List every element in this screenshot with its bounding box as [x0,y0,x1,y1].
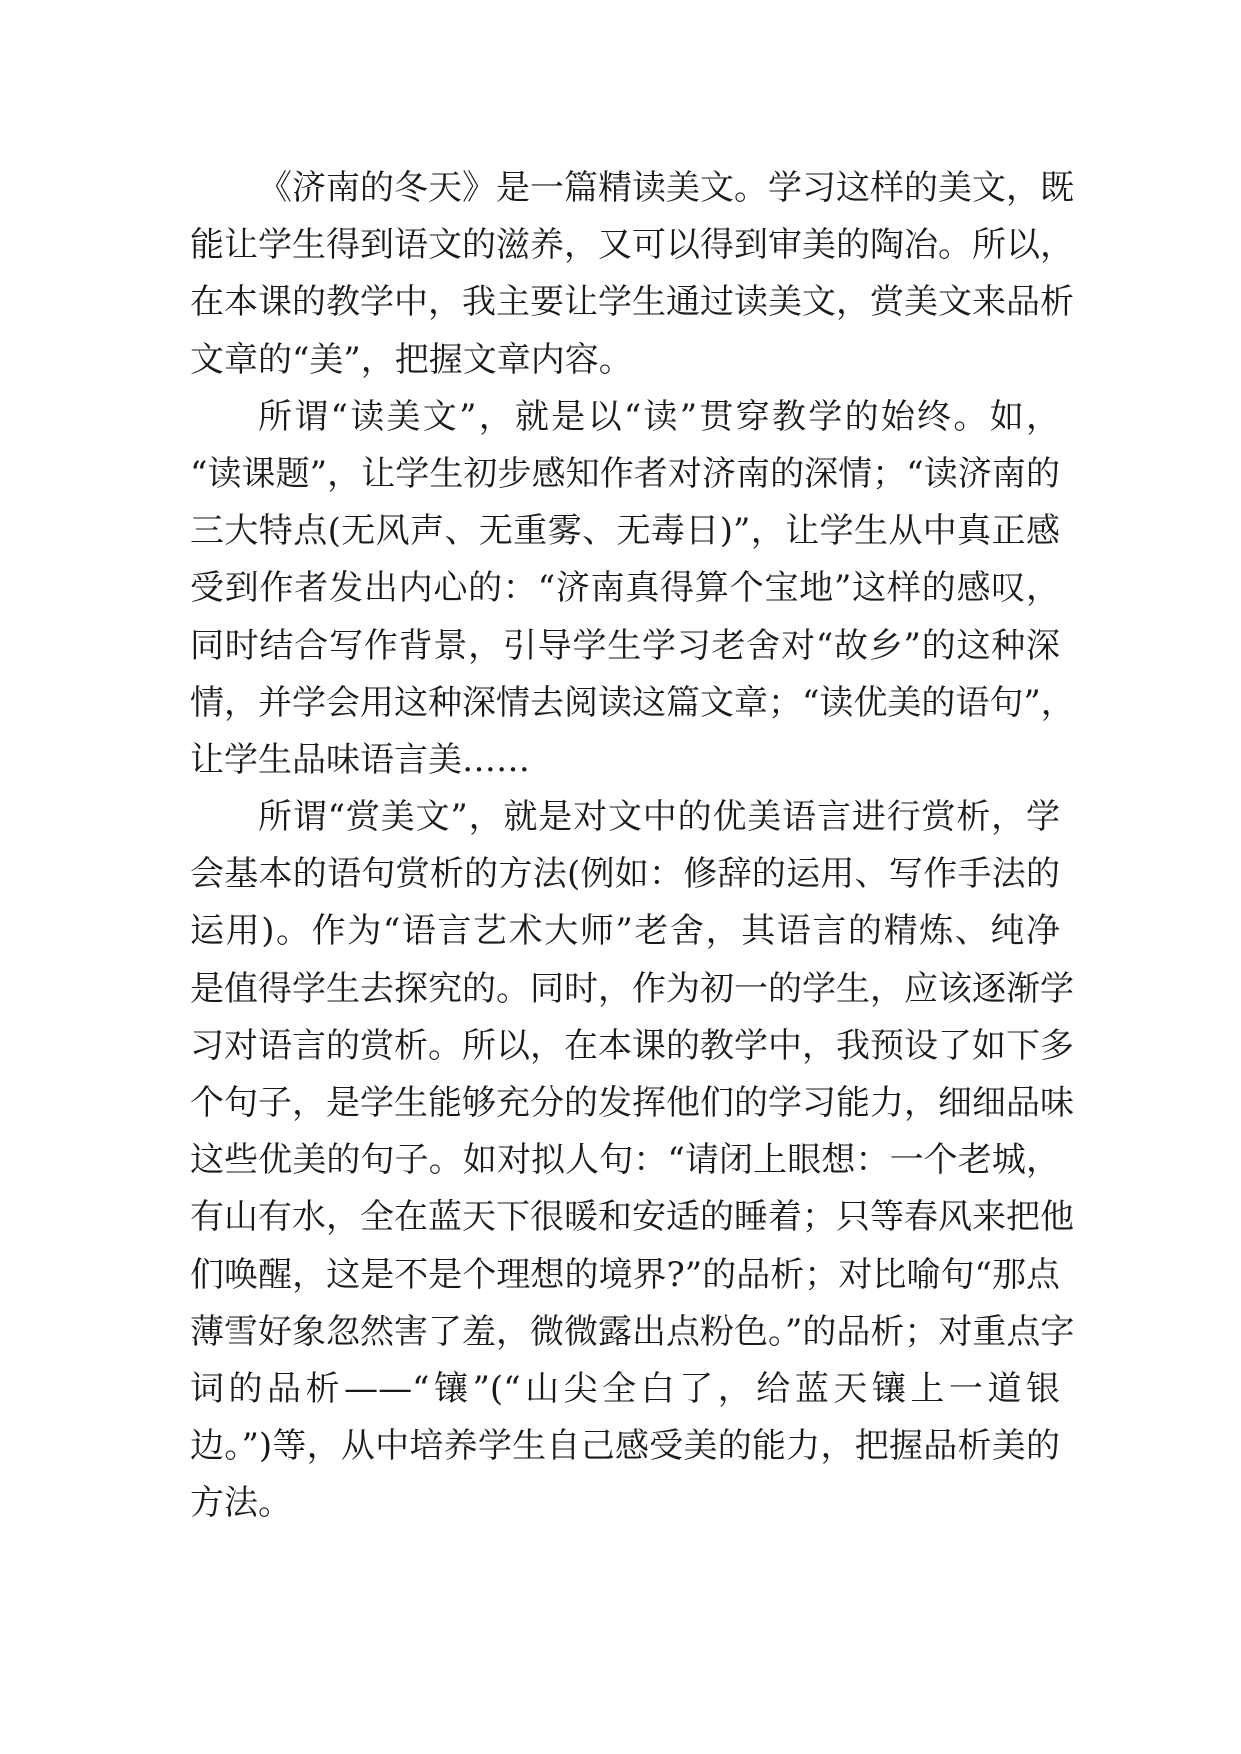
paragraph-line: 让学生品味语言美…… [190,739,530,780]
paragraph-line: 在本课的教学中，我主要让学生通过读美文，赏美文来品析 [190,282,1074,323]
paragraph-line: 边。”)等，从中培养学生自己感受美的能力，把握品析美的 [190,1426,1060,1467]
document-body [190,160,1075,1533]
paragraph-line: 情，并学会用这种深情去阅读这篇文章；“读优美的语句”， [190,682,1075,723]
paragraph-line: 能让学生得到语文的滋养，又可以得到审美的陶冶。所以， [190,225,1074,266]
paragraph-line: 受到作者发出内心的：“济南真得算个宝地”这样的感叹， [190,568,1060,609]
paragraph-3 [190,789,1075,1532]
paragraph-line: 方法。 [190,1483,292,1524]
paragraph-line: 三大特点(无风声、无重雾、无毒日)”，让学生从中真正感 [190,511,1060,552]
paragraph-line: 们唤醒，这是不是个理想的境界?”的品析；对比喻句“那点 [190,1254,1060,1295]
paragraph-line: 是值得学生去探究的。同时，作为初一的学生，应该逐渐学 [190,968,1074,1009]
paragraph-line: 会基本的语句赏析的方法(例如：修辞的运用、写作手法的 [190,854,1060,895]
paragraph-1 [190,160,1074,389]
paragraph-line: “读课题”，让学生初步感知作者对济南的深情；“读济南的 [190,453,1060,494]
paragraph-line: 文章的“美”，把握文章内容。 [190,339,633,380]
paragraph-line: 这些优美的句子。如对拟人句：“请闭上眼想：一个老城， [190,1140,1060,1181]
paragraph-line: 个句子，是学生能够充分的发挥他们的学习能力，细细品味 [190,1083,1074,1123]
paragraph-2 [190,389,1075,789]
paragraph-line: 所谓“赏美文”，就是对文中的优美语言进行赏析，学 [258,797,1060,838]
paragraph-line: 所谓“读美文”，就是以“读”贯穿教学的始终。如， [258,396,1060,437]
paragraph-line: 有山有水，全在蓝天下很暖和安适的睡着；只等春风来把他 [190,1197,1074,1238]
paragraph-line: 薄雪好象忽然害了羞，微微露出点粉色。”的品析；对重点字 [190,1311,1075,1352]
paragraph-line: 词的品析——“镶”(“山尖全白了，给蓝天镶上一道银 [190,1368,1060,1409]
paragraph-line: 《济南的冬天》是一篇精读美文。学习这样的美文，既 [258,168,1074,208]
paragraph-line: 同时结合写作背景，引导学生学习老舍对“故乡”的这种深 [190,625,1060,666]
paragraph-line: 运用)。作为“语言艺术大师”老舍，其语言的精炼、纯净 [190,911,1060,952]
paragraph-line: 习对语言的赏析。所以，在本课的教学中，我预设了如下多 [190,1025,1074,1066]
